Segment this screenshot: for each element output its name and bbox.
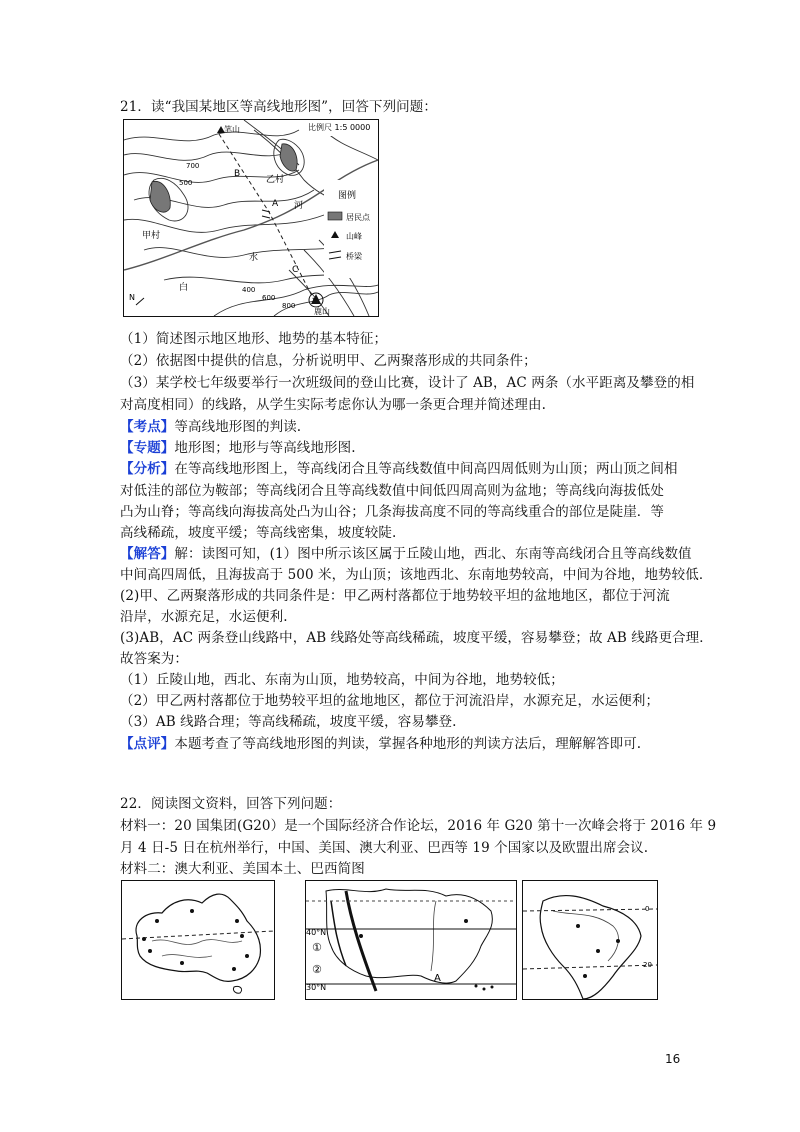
q21-line: （3）某学校七年级要举行一次班级间的登山比赛，设计了 AB，AC 两条（水平距离及攀登的相 [120,375,695,391]
legend-peak: 山峰 [346,232,362,241]
map-scale: 比例尺 1:5 0000 [308,123,371,132]
q21-line: 【点评】本题考查了等高线地形图的判读，掌握各种地形的判读方法后，理解解答即可. [120,736,642,752]
contour-label-400: 400 [242,286,256,294]
q22-line: 月 4 日-5 日在杭州举行，中国、美国、澳大利亚、巴西等 19 个国家以及欧盟出席会议. [120,840,649,856]
q21-line: （1）简述图示地区地形、地势的基本特征； [120,331,388,347]
australia-map [121,880,275,1000]
us-lat-30: 30°N [306,983,327,992]
q21-line: 中间高四周低，且海拔高于 500 米，为山顶；该地西北、东南地势较高，中间为谷地，地势较低． [120,567,713,583]
us-mark-1: ① [312,941,322,954]
q21-line: 【考点】等高线地形图的判读. [120,419,302,435]
river-word-3: 白 [179,283,189,293]
br-mark-0: 0 [645,905,650,913]
settlement-icon [328,212,342,220]
point-label-b: B [234,169,241,179]
brazil-map [522,880,658,1000]
q21-line: 对高度相同）的线路，从学生实际考虑你认为哪一条更合理并简述理由. [120,397,546,413]
river-word-2: 水 [249,253,259,263]
contour-map-svg [124,120,378,316]
q21-line: 【分析】在等高线地形图上，等高线闭合且等高线数值中间高四周低则为山顶；两山顶之间相 [120,461,678,477]
q21-line: （2）依据图中提供的信息，分析说明甲、乙两聚落形成的共同条件； [120,353,537,369]
q21-line: （2）甲乙两村落都位于地势较平坦的盆地地区，都位于河流沿岸，水源充足，水运便利； [120,693,660,709]
us-mark-2: ② [312,963,322,976]
legend-title: 图例 [338,191,357,201]
q21-line: 【专题】地形图；地形与等高线地形图. [120,440,356,456]
point-label-c: C [292,265,299,275]
q21-line: 凸为山脊；等高线向海拔高处凸为山谷；几条海拔高度不同的等高线重合的部位是陡崖．等 [120,504,664,520]
q21-line: (2)甲、乙两聚落形成的共同条件是：甲乙两村落都位于地势较平坦的盆地地区，都位于河流 [120,588,670,604]
q21-line: (3)AB，AC 两条登山线路中，AB 线路处等高线稀疏，坡度平缓，容易攀登；故 AB 线路更合理． [120,630,713,646]
us-mark-a: A [434,973,441,984]
village-label-b: 乙村 [266,175,285,185]
q21-line: 故答案为： [120,651,188,667]
point-label-a: A [272,199,279,209]
contour-label-700: 700 [186,162,200,170]
us-lat-40: 40°N [306,928,327,937]
q21-line: （1）丘陵山地，西北、东南为山顶，地势较高，中间为谷地，地势较低； [120,672,564,688]
legend-bridge: 桥梁 [346,252,362,261]
contour-map [123,119,379,317]
q21-line: （3）AB 线路合理；等高线稀疏，坡度平缓，容易攀登. [120,714,457,730]
q22-line: 22．阅读图文资料，回答下列问题： [120,796,342,812]
north-label: N [129,293,135,302]
q21-line: 【解答】解：读图可知，(1）图中所示该区属于丘陵山地，西北、东南等高线闭合且等高线数值 [120,546,692,562]
legend-settlement: 居民点 [346,213,370,222]
q22-line: 材料一：20 国集团(G20）是一个国际经济合作论坛，2016 年 G20 第十一次峰会将于 2016 年 9 [120,818,717,834]
river-word-1: 河 [294,201,304,211]
q21-line: 对低洼的部位为鞍部；等高线闭合且等高线数值中间低四周高则为盆地；等高线向海拔低处 [120,483,664,499]
br-mark-20: 20 [643,961,652,969]
contour-label-500: 500 [179,179,193,187]
peak-label-bottom: 鹿山 [314,307,330,316]
q21-line: 沿岸，水源充足，水运便利. [120,609,288,625]
q21-title: 21．读“我国某地区等高线地形图”，回答下列问题： [120,99,437,115]
us-map [305,880,517,1000]
peak-label-top: 笔山 [224,125,240,134]
contour-label-800: 800 [282,302,296,310]
q22-line: 材料二：澳大利亚、美国本土、巴西简图 [120,861,365,877]
contour-label-600: 600 [262,294,276,302]
q21-line: 高线稀疏，坡度平缓；等高线密集，坡度较陡. [120,525,397,541]
page-number: 16 [665,1052,681,1066]
village-label-a: 甲村 [142,231,161,241]
